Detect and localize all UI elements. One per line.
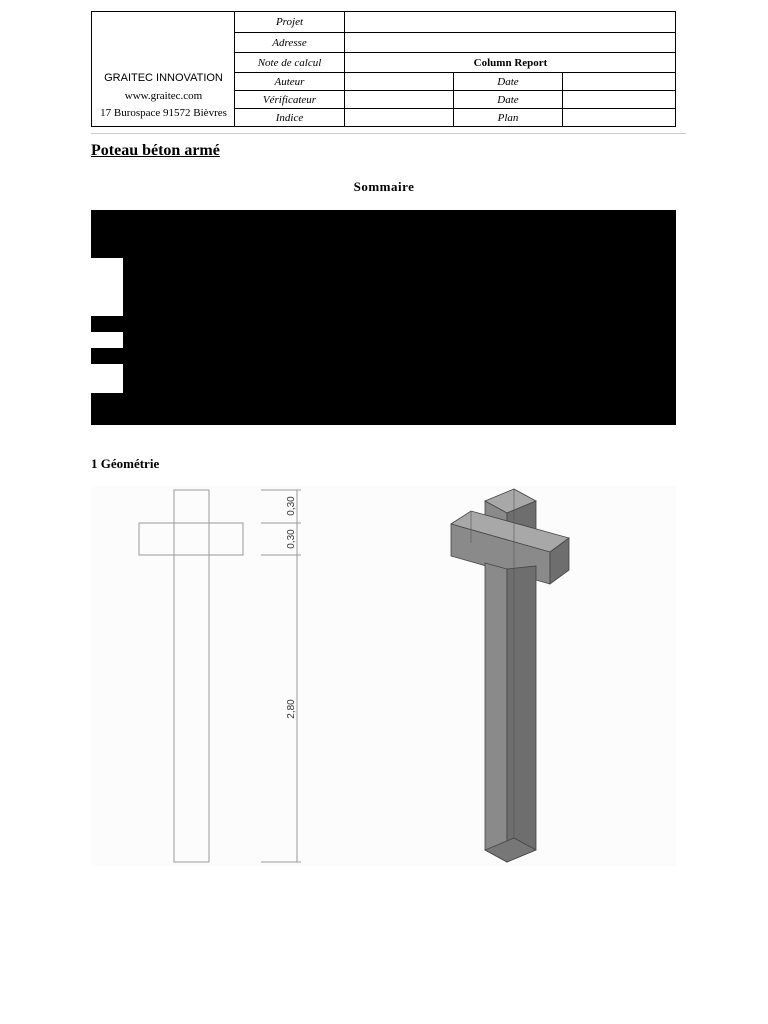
company-name: GRAITEC INNOVATION bbox=[104, 72, 223, 84]
value-auteur bbox=[345, 73, 454, 90]
dimension-label-1: 0,30 bbox=[286, 496, 297, 516]
title-block bbox=[91, 11, 676, 127]
label-note: Note de calcul bbox=[235, 53, 345, 72]
label-plan: Plan bbox=[454, 109, 563, 126]
company-block bbox=[92, 12, 235, 126]
value-date-2 bbox=[563, 91, 676, 108]
table-of-contents-redacted bbox=[91, 210, 676, 425]
summary-title: Sommaire bbox=[353, 179, 415, 194]
row-indice bbox=[235, 109, 676, 126]
company-website: www.graitec.com bbox=[124, 90, 203, 102]
row-note bbox=[235, 53, 676, 73]
label-projet: Projet bbox=[235, 12, 345, 32]
section-title-geometry: 1 Géométrie bbox=[91, 456, 160, 471]
company-address: 17 Burospace 91572 Bièvres bbox=[100, 107, 227, 119]
page-title: Poteau béton armé bbox=[91, 142, 220, 159]
value-date-1 bbox=[563, 73, 676, 90]
figure-background bbox=[91, 486, 676, 866]
value-note: Column Report bbox=[473, 56, 548, 69]
header-separator bbox=[91, 133, 686, 134]
label-date-2: Date bbox=[454, 91, 563, 108]
column-lower-front bbox=[485, 563, 507, 862]
redaction-block bbox=[91, 210, 676, 425]
value-projet bbox=[345, 12, 676, 32]
row-adresse bbox=[235, 33, 676, 53]
row-auteur bbox=[235, 73, 676, 91]
column-lower-side bbox=[507, 566, 536, 862]
label-verificateur: Vérificateur bbox=[235, 91, 345, 108]
value-adresse bbox=[345, 33, 676, 52]
value-indice bbox=[345, 109, 454, 126]
row-projet bbox=[235, 12, 676, 33]
value-verificateur bbox=[345, 91, 454, 108]
geometry-figure bbox=[91, 486, 676, 866]
value-plan bbox=[563, 109, 676, 126]
row-verificateur bbox=[235, 91, 676, 109]
dimension-label-3: 2,80 bbox=[286, 699, 297, 719]
label-date-1: Date bbox=[454, 73, 563, 90]
dimension-label-2: 0,30 bbox=[286, 529, 297, 549]
label-adresse: Adresse bbox=[235, 33, 345, 52]
label-auteur: Auteur bbox=[235, 73, 345, 90]
label-indice: Indice bbox=[235, 109, 345, 126]
